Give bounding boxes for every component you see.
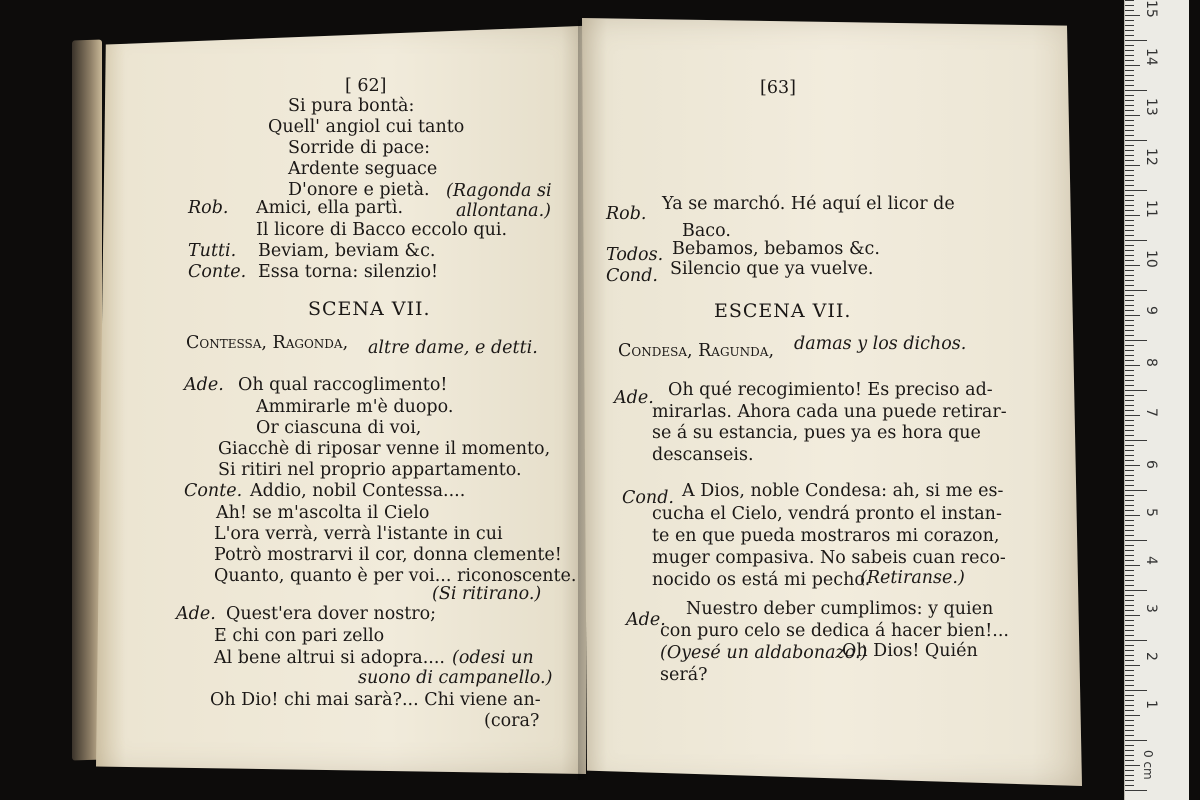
ruler-tick — [1125, 510, 1134, 511]
ruler-tick — [1125, 65, 1140, 66]
ruler-tick — [1125, 520, 1134, 521]
ruler-tick — [1125, 390, 1147, 391]
left-line: E chi con pari zello — [214, 626, 385, 646]
ruler-tick — [1125, 690, 1147, 691]
book-edge — [72, 39, 102, 760]
right-line: cucha el Cielo, vendrá pronto el instan- — [652, 504, 1002, 524]
ruler-tick — [1125, 70, 1134, 71]
ruler-tick — [1125, 10, 1134, 11]
ruler-tick — [1125, 790, 1147, 791]
left-line: Al bene altrui si adopra.... — [214, 648, 445, 668]
ruler-tick — [1125, 355, 1134, 356]
ruler-number: 14 — [1143, 48, 1159, 66]
ruler-tick — [1125, 595, 1134, 596]
speaker-label: Ade. — [614, 388, 654, 408]
ruler-tick — [1125, 400, 1134, 401]
ruler-tick — [1125, 385, 1134, 386]
cast-list: Condesa, Ragunda, — [618, 341, 775, 361]
ruler-tick — [1125, 135, 1134, 136]
scene-heading: ESCENA VII. — [714, 300, 852, 322]
ruler-tick — [1125, 650, 1134, 651]
right-line: se á su estancia, pues ya es hora que — [652, 423, 981, 443]
ruler-tick — [1125, 20, 1134, 21]
ruler-tick — [1125, 205, 1134, 206]
ruler-tick — [1125, 430, 1134, 431]
ruler-tick — [1125, 345, 1134, 346]
stage-direction: suono di campanello.) — [358, 668, 553, 688]
stage-direction: (Ragonda si — [446, 181, 552, 201]
ruler-number: 13 — [1143, 98, 1159, 116]
ruler-tick — [1125, 195, 1134, 196]
ruler-tick — [1125, 310, 1134, 311]
ruler-tick — [1125, 145, 1134, 146]
ruler-tick — [1125, 420, 1134, 421]
right-line: mirarlas. Ahora cada una puede retirar- — [652, 402, 1007, 422]
right-line: A Dios, noble Condesa: ah, si me es- — [682, 481, 1004, 501]
ruler-tick — [1125, 750, 1134, 751]
ruler-tick — [1125, 625, 1134, 626]
ruler-tick — [1125, 620, 1134, 621]
left-line: Addio, nobil Contessa.... — [250, 481, 466, 501]
ruler-tick — [1125, 490, 1147, 491]
ruler-tick — [1125, 270, 1134, 271]
left-line: Il licore di Bacco eccolo qui. — [256, 220, 508, 240]
ruler-tick — [1125, 560, 1134, 561]
ruler-tick — [1125, 745, 1134, 746]
speaker-label: Todos. — [606, 245, 664, 265]
speaker-label: Rob. — [606, 204, 647, 224]
ruler-tick — [1125, 210, 1134, 211]
ruler-tick — [1125, 515, 1140, 516]
ruler-number: 7 — [1143, 408, 1159, 417]
ruler-tick — [1125, 460, 1134, 461]
ruler-tick — [1125, 0, 1134, 1]
ruler-tick — [1125, 660, 1134, 661]
stage-direction: (odesi un — [452, 648, 534, 668]
ruler-tick — [1125, 350, 1134, 351]
ruler-tick — [1125, 645, 1134, 646]
ruler-tick — [1125, 40, 1147, 41]
left-line: (cora? — [484, 711, 540, 731]
scene-heading: SCENA VII. — [308, 298, 431, 320]
ruler-tick — [1125, 75, 1134, 76]
ruler-tick — [1125, 265, 1140, 266]
right-line: muger compasiva. No sabeis cuan reco- — [652, 548, 1006, 568]
ruler-tick — [1125, 780, 1134, 781]
ruler-tick — [1125, 530, 1134, 531]
ruler-tick — [1125, 365, 1140, 366]
ruler-tick — [1125, 25, 1134, 26]
stage-direction: (Retiranse.) — [860, 568, 965, 588]
ruler-tick — [1125, 225, 1134, 226]
right-line: Oh Dios! Quién — [842, 641, 978, 661]
ruler-tick — [1125, 445, 1134, 446]
ruler-tick — [1125, 435, 1134, 436]
left-line: Potrò mostrarvi il cor, donna clemente! — [214, 545, 562, 565]
ruler-tick — [1125, 375, 1134, 376]
ruler-tick — [1125, 280, 1134, 281]
ruler-tick — [1125, 155, 1134, 156]
ruler-tick — [1125, 525, 1134, 526]
ruler-tick — [1125, 450, 1134, 451]
ruler-tick — [1125, 150, 1134, 151]
ruler-tick — [1125, 675, 1134, 676]
ruler-tick — [1125, 700, 1134, 701]
ruler-tick — [1125, 585, 1134, 586]
ruler-tick — [1125, 465, 1140, 466]
ruler-tick — [1125, 605, 1134, 606]
speaker-label: Conte. — [184, 481, 243, 501]
cast-list: altre dame, e detti. — [368, 338, 538, 358]
ruler-tick — [1125, 405, 1134, 406]
right-line: descanseis. — [652, 445, 754, 465]
measuring-ruler — [1124, 0, 1189, 800]
ruler-tick — [1125, 695, 1134, 696]
ruler-tick — [1125, 535, 1134, 536]
ruler-tick — [1125, 360, 1134, 361]
right-line: será? — [660, 665, 708, 685]
ruler-tick — [1125, 475, 1134, 476]
ruler-tick — [1125, 575, 1134, 576]
ruler-tick — [1125, 740, 1147, 741]
cast-list: damas y los dichos. — [794, 334, 967, 354]
ruler-number: 2 — [1143, 652, 1159, 661]
ruler-tick — [1125, 635, 1134, 636]
ruler-tick — [1125, 315, 1140, 316]
ruler-tick — [1125, 685, 1134, 686]
ruler-tick — [1125, 545, 1134, 546]
ruler-tick — [1125, 340, 1147, 341]
ruler-tick — [1125, 95, 1134, 96]
cast-list: Contessa, Ragonda, — [186, 333, 349, 353]
ruler-tick — [1125, 615, 1140, 616]
ruler-tick — [1125, 580, 1134, 581]
ruler-tick — [1125, 680, 1134, 681]
ruler-tick — [1125, 600, 1134, 601]
ruler-tick — [1125, 110, 1134, 111]
ruler-tick — [1125, 140, 1147, 141]
ruler-tick — [1125, 215, 1140, 216]
left-line: Si pura bontà: — [288, 96, 415, 116]
ruler-tick — [1125, 250, 1134, 251]
ruler-tick — [1125, 305, 1134, 306]
ruler-tick — [1125, 715, 1140, 716]
right-line: te en que pueda mostraros mi corazon, — [652, 526, 1000, 546]
ruler-tick — [1125, 115, 1140, 116]
ruler-tick — [1125, 245, 1134, 246]
left-line: Or ciascuna di voi, — [256, 418, 422, 438]
ruler-number: 11 — [1143, 200, 1159, 218]
left-line: Amici, ella partì. — [256, 198, 404, 218]
speaker-label: Conte. — [188, 262, 247, 282]
left-line: Quest'era dover nostro; — [226, 604, 437, 624]
ruler-tick — [1125, 35, 1134, 36]
ruler-tick — [1125, 235, 1134, 236]
left-line: Oh qual raccoglimento! — [238, 375, 448, 395]
left-line: Quell' angiol cui tanto — [268, 117, 465, 137]
ruler-tick — [1125, 720, 1134, 721]
ruler-tick — [1125, 240, 1147, 241]
ruler-tick — [1125, 50, 1134, 51]
ruler-tick — [1125, 325, 1134, 326]
ruler-tick — [1125, 90, 1147, 91]
ruler-tick — [1125, 130, 1134, 131]
ruler-number: 10 — [1143, 250, 1159, 268]
ruler-tick — [1125, 330, 1134, 331]
left-line: Ah! se m'ascolta il Cielo — [216, 503, 430, 523]
ruler-number: 12 — [1143, 148, 1159, 166]
ruler-tick — [1125, 505, 1134, 506]
right-line: nocido os está mi pecho. — [652, 570, 871, 590]
speaker-label: Ade. — [176, 604, 216, 624]
ruler-tick — [1125, 485, 1134, 486]
right-line: Oh qué recogimiento! Es preciso ad- — [668, 380, 993, 400]
left-line: Beviam, beviam &c. — [258, 241, 436, 261]
ruler-tick — [1125, 395, 1134, 396]
ruler-tick — [1125, 610, 1134, 611]
ruler-tick — [1125, 755, 1134, 756]
ruler-tick — [1125, 495, 1134, 496]
ruler-number: 3 — [1143, 604, 1159, 613]
ruler-tick — [1125, 300, 1134, 301]
ruler-tick — [1125, 770, 1134, 771]
ruler-number: 1 — [1143, 700, 1159, 709]
ruler-unit-label: 0 cm — [1141, 750, 1155, 780]
left-line: Giacchè di riposar venne il momento, — [218, 439, 551, 459]
ruler-tick — [1125, 440, 1147, 441]
ruler-tick — [1125, 735, 1134, 736]
ruler-tick — [1125, 565, 1140, 566]
right-line: Baco. — [682, 221, 731, 241]
ruler-tick — [1125, 630, 1134, 631]
ruler-tick — [1125, 5, 1134, 6]
ruler-tick — [1125, 500, 1134, 501]
ruler-tick — [1125, 370, 1134, 371]
ruler-tick — [1125, 775, 1134, 776]
ruler-tick — [1125, 80, 1134, 81]
ruler-tick — [1125, 540, 1147, 541]
ruler-tick — [1125, 570, 1134, 571]
ruler-tick — [1125, 665, 1140, 666]
left-line: Oh Dio! chi mai sarà?... Chi viene an- — [210, 690, 541, 710]
ruler-tick — [1125, 15, 1140, 16]
ruler-tick — [1125, 415, 1140, 416]
ruler-tick — [1125, 175, 1134, 176]
ruler-tick — [1125, 760, 1134, 761]
ruler-tick — [1125, 455, 1134, 456]
ruler-tick — [1125, 185, 1134, 186]
ruler-tick — [1125, 295, 1134, 296]
ruler-tick — [1125, 255, 1134, 256]
right-line: Silencio que ya vuelve. — [670, 259, 874, 279]
ruler-tick — [1125, 785, 1134, 786]
speaker-label: Cond. — [622, 488, 674, 508]
ruler-tick — [1125, 765, 1140, 766]
right-page-number: [63] — [760, 78, 796, 98]
speaker-label: Rob. — [188, 198, 229, 218]
speaker-label: Ade. — [626, 610, 666, 630]
ruler-tick — [1125, 125, 1134, 126]
ruler-tick — [1125, 200, 1134, 201]
left-line: Ardente seguace — [288, 159, 438, 179]
right-line: Ya se marchó. Hé aquí el licor de — [662, 194, 955, 214]
ruler-tick — [1125, 550, 1134, 551]
ruler-tick — [1125, 725, 1134, 726]
speaker-label: Tutti. — [188, 241, 237, 261]
left-page-number: [ 62] — [345, 76, 387, 96]
ruler-number: 8 — [1143, 358, 1159, 367]
ruler-tick — [1125, 220, 1134, 221]
right-line: Bebamos, bebamos &c. — [672, 239, 880, 259]
ruler-tick — [1125, 290, 1147, 291]
left-line: Essa torna: silenzio! — [258, 262, 439, 282]
ruler-number: 15 — [1143, 0, 1159, 18]
ruler-tick — [1125, 165, 1140, 166]
ruler-tick — [1125, 230, 1134, 231]
ruler-tick — [1125, 55, 1134, 56]
ruler-tick — [1125, 470, 1134, 471]
ruler-tick — [1125, 730, 1134, 731]
stage-direction: (Si ritirano.) — [432, 584, 542, 604]
ruler-tick — [1125, 555, 1134, 556]
ruler-tick — [1125, 275, 1134, 276]
ruler-tick — [1125, 335, 1134, 336]
ruler-tick — [1125, 320, 1134, 321]
ruler-tick — [1125, 710, 1134, 711]
speaker-label: Ade. — [184, 375, 224, 395]
ruler-tick — [1125, 100, 1134, 101]
right-line: con puro celo se dedica á hacer bien!... — [660, 621, 1009, 641]
left-line: L'ora verrà, verrà l'istante in cui — [214, 524, 503, 544]
ruler-number: 5 — [1143, 508, 1159, 517]
ruler-number: 6 — [1143, 460, 1159, 469]
ruler-tick — [1125, 480, 1134, 481]
ruler-tick — [1125, 640, 1147, 641]
left-line: Ammirarle m'è duopo. — [256, 397, 454, 417]
stage-direction: (Oyesé un aldabonazo.) — [660, 643, 868, 663]
ruler-number: 9 — [1143, 306, 1159, 315]
stage-direction: allontana.) — [456, 201, 551, 221]
ruler-tick — [1125, 380, 1134, 381]
left-line: Sorride di pace: — [288, 138, 431, 158]
ruler-tick — [1125, 655, 1134, 656]
right-line: Nuestro deber cumplimos: y quien — [686, 599, 994, 619]
ruler-tick — [1125, 260, 1134, 261]
ruler-tick — [1125, 670, 1134, 671]
left-line: D'onore e pietà. — [288, 180, 430, 200]
ruler-tick — [1125, 85, 1134, 86]
ruler-tick — [1125, 120, 1134, 121]
speaker-label: Cond. — [606, 266, 658, 286]
ruler-tick — [1125, 190, 1147, 191]
ruler-tick — [1125, 105, 1134, 106]
ruler-tick — [1125, 45, 1134, 46]
ruler-number: 4 — [1143, 556, 1159, 565]
ruler-tick — [1125, 590, 1147, 591]
ruler-tick — [1125, 160, 1134, 161]
ruler-tick — [1125, 170, 1134, 171]
ruler-tick — [1125, 425, 1134, 426]
ruler-tick — [1125, 30, 1134, 31]
ruler-tick — [1125, 285, 1134, 286]
ruler-tick — [1125, 410, 1134, 411]
ruler-tick — [1125, 180, 1134, 181]
left-line: Quanto, quanto è per voi... riconoscente. — [214, 566, 577, 586]
left-line: Si ritiri nel proprio appartamento. — [218, 460, 522, 480]
ruler-tick — [1125, 705, 1134, 706]
ruler-tick — [1125, 60, 1134, 61]
